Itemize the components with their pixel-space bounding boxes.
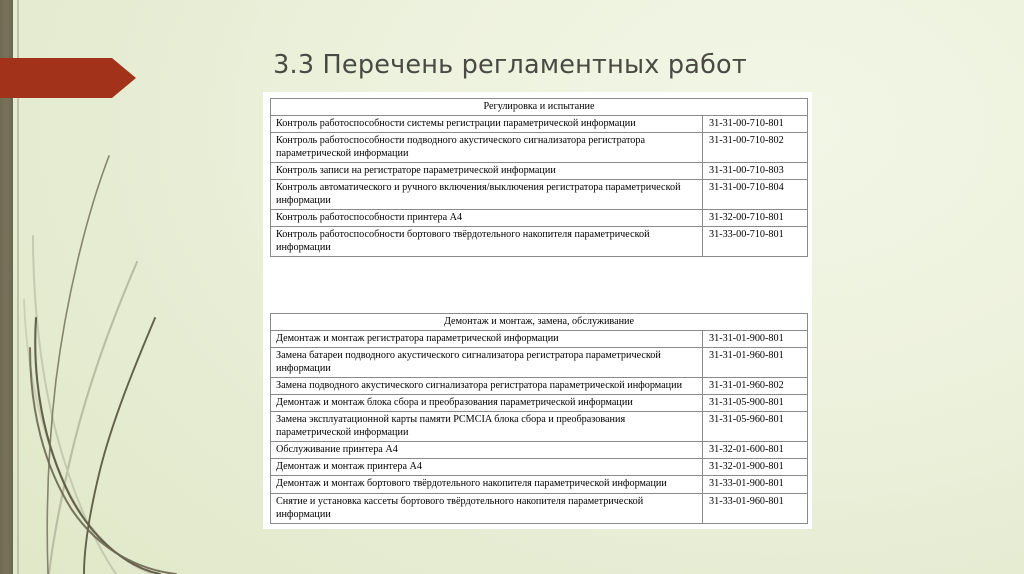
- table-row[interactable]: [271, 133, 808, 163]
- code-cell: 31-32-00-710-801: [703, 210, 808, 227]
- table-row[interactable]: [271, 412, 808, 442]
- table-header-row: [271, 99, 808, 116]
- table-row[interactable]: [271, 476, 808, 493]
- left-olive-edge-bar: [0, 0, 13, 574]
- task-cell: Контроль автоматического и ручного включения/выключения регистратора параметрической информации: [271, 180, 703, 210]
- task-cell: Контроль работоспособности принтера А4: [271, 210, 703, 227]
- code-cell: 31-31-05-900-801: [703, 395, 808, 412]
- table-row[interactable]: [271, 459, 808, 476]
- table-regulation: [270, 98, 808, 257]
- task-cell: Контроль работоспособности бортового твёрдотельного накопителя параметрической информации: [271, 227, 703, 257]
- red-arrow-banner: [0, 58, 136, 98]
- table-row[interactable]: [271, 116, 808, 133]
- table-row[interactable]: [271, 180, 808, 210]
- code-cell: 31-31-00-710-801: [703, 116, 808, 133]
- grass-stems-decoration: [0, 0, 300, 574]
- table-row[interactable]: [271, 331, 808, 348]
- task-cell: Контроль работоспособности системы регистрации параметрической информации: [271, 116, 703, 133]
- task-cell: Снятие и установка кассеты бортового твёрдотельного накопителя параметрической информации: [271, 493, 703, 523]
- code-cell: 31-33-01-960-801: [703, 493, 808, 523]
- code-cell: 31-31-01-960-802: [703, 378, 808, 395]
- table-row[interactable]: [271, 442, 808, 459]
- code-cell: 31-32-01-900-801: [703, 459, 808, 476]
- table-row[interactable]: [271, 378, 808, 395]
- table-row[interactable]: [271, 493, 808, 523]
- code-cell: 31-31-01-960-801: [703, 348, 808, 378]
- task-cell: Демонтаж и монтаж регистратора параметрической информации: [271, 331, 703, 348]
- code-cell: 31-33-01-900-801: [703, 476, 808, 493]
- task-cell: Замена подводного акустического сигнализатора регистратора параметрической информации: [271, 378, 703, 395]
- code-cell: 31-33-00-710-801: [703, 227, 808, 257]
- left-hairline-divider: [17, 0, 19, 574]
- code-cell: 31-31-00-710-802: [703, 133, 808, 163]
- task-cell: Замена эксплуатационной карты памяти PCMCIA блока сбора и преобразования параметрической информации: [271, 412, 703, 442]
- page-title: 3.3 Перечень регламентных работ: [273, 50, 747, 80]
- code-cell: 31-31-01-900-801: [703, 331, 808, 348]
- table-section-header: Регулировка и испытание: [271, 99, 808, 116]
- table-section-header: Демонтаж и монтаж, замена, обслуживание: [271, 314, 808, 331]
- task-cell: Замена батареи подводного акустического сигнализатора регистратора параметрической информации: [271, 348, 703, 378]
- table-dismantle: [270, 313, 808, 524]
- code-cell: 31-31-00-710-803: [703, 163, 808, 180]
- code-cell: 31-31-05-960-801: [703, 412, 808, 442]
- task-cell: Контроль работоспособности подводного акустического сигнализатора регистратора параметрической информации: [271, 133, 703, 163]
- code-cell: 31-32-01-600-801: [703, 442, 808, 459]
- table-row[interactable]: [271, 227, 808, 257]
- table-row[interactable]: [271, 395, 808, 412]
- table-row[interactable]: [271, 348, 808, 378]
- task-cell: Демонтаж и монтаж блока сбора и преобразования параметрической информации: [271, 395, 703, 412]
- content-panel: [263, 92, 812, 529]
- table-row[interactable]: [271, 210, 808, 227]
- task-cell: Демонтаж и монтаж принтера А4: [271, 459, 703, 476]
- task-cell: Обслуживание принтера А4: [271, 442, 703, 459]
- code-cell: 31-31-00-710-804: [703, 180, 808, 210]
- table-header-row: [271, 314, 808, 331]
- task-cell: Демонтаж и монтаж бортового твёрдотельного накопителя параметрической информации: [271, 476, 703, 493]
- table-row[interactable]: [271, 163, 808, 180]
- task-cell: Контроль записи на регистраторе параметрической информации: [271, 163, 703, 180]
